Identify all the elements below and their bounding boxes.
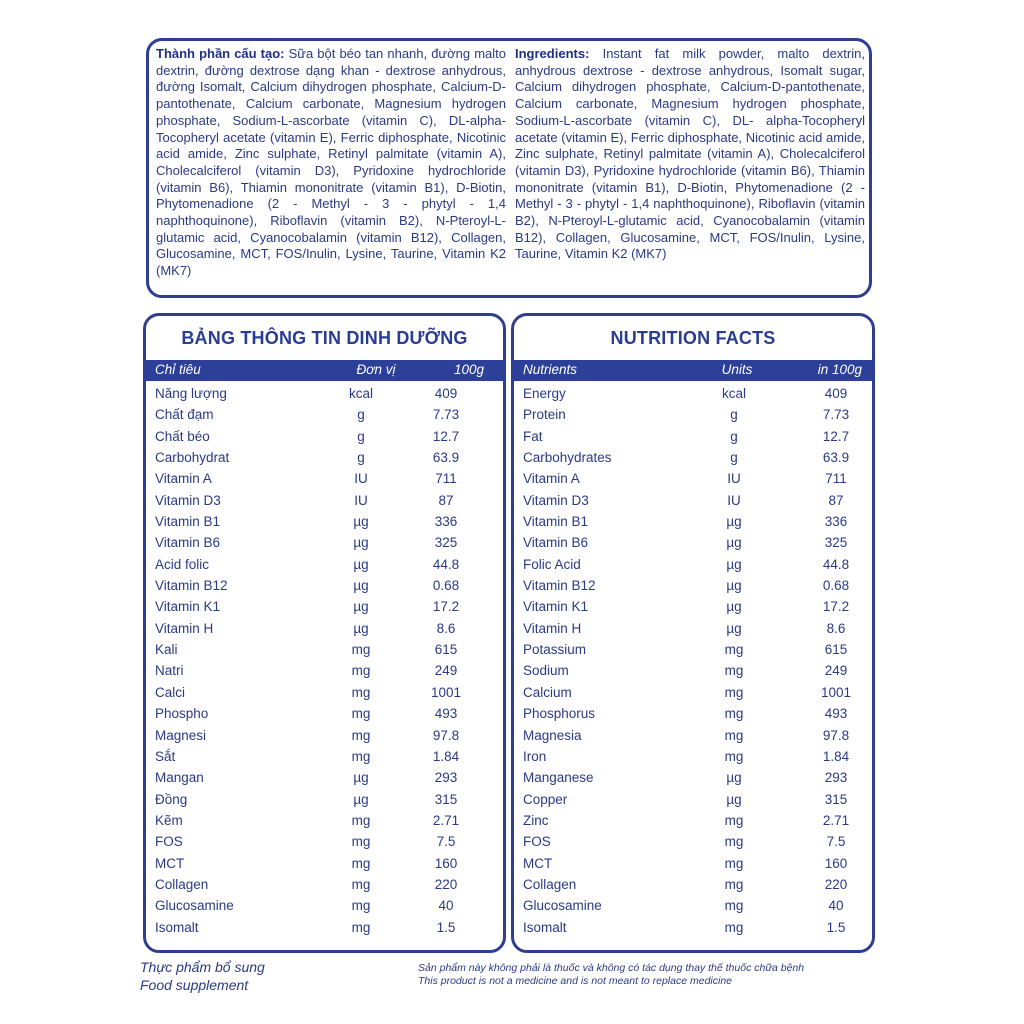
nutrient-unit: µg bbox=[726, 620, 742, 636]
nutrient-unit: mg bbox=[724, 642, 744, 658]
table-row bbox=[146, 768, 503, 789]
nutrient-name: Natri bbox=[155, 663, 184, 679]
table-row bbox=[514, 768, 872, 789]
nutrient-name: Kẽm bbox=[155, 812, 183, 828]
nutrient-name: Kali bbox=[155, 642, 178, 658]
nutrient-name: Isomalt bbox=[523, 919, 567, 935]
nutrient-amount: 249 bbox=[824, 663, 848, 679]
nutrient-name: Glucosamine bbox=[155, 898, 234, 914]
nutrient-amount: 63.9 bbox=[432, 450, 460, 466]
nutrient-name: FOS bbox=[523, 834, 551, 850]
ingredients-panel bbox=[146, 38, 872, 298]
nutrient-unit: µg bbox=[353, 620, 369, 636]
nutrient-name: Protein bbox=[523, 407, 566, 423]
nutrient-unit: mg bbox=[724, 898, 744, 914]
nutrient-name: Vitamin H bbox=[155, 620, 214, 636]
nutrient-amount: 12.7 bbox=[822, 428, 850, 444]
table-row bbox=[514, 790, 872, 811]
nutrient-unit: µg bbox=[353, 514, 369, 530]
ingredients-en-text: Instant fat milk powder, malto dextrin, anhydrous dextrose - dextrose anhydrous, Isomalt sugar, Calcium dihydrogen phosphate, Calcium-D-pantothenate, Calcium carbonate, Magnesium hydrogen phosphate, Sodium-L-ascorbate (vitamin C), DL- alpha-Tocopheryl acetate (vitamin E), Ferric diphosphate, Nicotinic acid amide, Zinc sulphate, Retinyl palmitate (vitamin A), Cholecalciferol (vitamin D3), Pyridoxine hydrochloride (vitamin B6), Thiamin mononitrate (vitamin B1), D-Biotin, Phytomenadione (2 - Methyl - 3 - phytyl - 1,4 naphthoquinone), Riboflavin (vitamin B2), N-Pteroyl-L-glutamic acid, Cyanocobalamin (vitamin B12), Collagen, Glucosamine, MCT, FOS/Inulin, Lysine, Taurine, Vitamin K2 (MK7) bbox=[515, 46, 865, 262]
nutrient-amount: 2.71 bbox=[432, 812, 460, 828]
nutrient-unit: µg bbox=[726, 599, 742, 615]
ingredients-english bbox=[515, 46, 865, 263]
nutrient-name: Sắt bbox=[155, 748, 176, 764]
nutrient-amount: 7.73 bbox=[822, 407, 850, 423]
ingredients-vietnamese bbox=[156, 46, 506, 280]
nutrient-unit: mg bbox=[351, 812, 371, 828]
nutrient-amount: 44.8 bbox=[822, 556, 850, 572]
nutrient-amount: 336 bbox=[824, 514, 848, 530]
nutrient-unit: µg bbox=[726, 791, 742, 807]
nutrient-amount: 2.71 bbox=[822, 812, 850, 828]
table-row bbox=[146, 640, 503, 661]
nutrient-name: Manganese bbox=[523, 770, 594, 786]
nutrient-unit: mg bbox=[351, 684, 371, 700]
table-row bbox=[514, 448, 872, 469]
nutrient-unit: IU bbox=[354, 492, 368, 508]
nutrient-amount: 493 bbox=[434, 706, 458, 722]
nutrient-name: Vitamin D3 bbox=[155, 492, 221, 508]
nutrient-unit: mg bbox=[351, 727, 371, 743]
table-row bbox=[146, 533, 503, 554]
nutrient-unit: mg bbox=[351, 748, 371, 764]
supplement-label bbox=[140, 958, 265, 994]
table-row bbox=[514, 704, 872, 725]
nutrient-amount: 1.5 bbox=[826, 919, 846, 935]
nutrient-unit: g bbox=[357, 428, 365, 444]
nutrient-amount: 1.5 bbox=[436, 919, 456, 935]
nutrient-amount: 493 bbox=[824, 706, 848, 722]
nutrient-unit: g bbox=[730, 407, 738, 423]
table-row bbox=[514, 640, 872, 661]
nutrient-name: Vitamin B12 bbox=[155, 578, 228, 594]
table-row bbox=[514, 512, 872, 533]
nutrient-name: Vitamin A bbox=[523, 471, 580, 487]
table-row bbox=[514, 384, 872, 405]
nutrient-name: Copper bbox=[523, 791, 568, 807]
nutrient-name: Magnesia bbox=[523, 727, 582, 743]
nutrient-amount: 1001 bbox=[430, 684, 462, 700]
nutrient-name: Vitamin B12 bbox=[523, 578, 596, 594]
table-row bbox=[514, 576, 872, 597]
nutrient-amount: 160 bbox=[824, 855, 848, 871]
nutrient-amount: 40 bbox=[828, 898, 844, 914]
nutrient-amount: 7.5 bbox=[826, 834, 846, 850]
table-row bbox=[514, 832, 872, 853]
nutrient-amount: 0.68 bbox=[432, 578, 460, 594]
nutrient-amount: 17.2 bbox=[432, 599, 460, 615]
nutrition-table-english bbox=[511, 313, 875, 953]
table-row bbox=[514, 726, 872, 747]
nutrient-name: Zinc bbox=[523, 812, 549, 828]
table-row bbox=[146, 469, 503, 490]
table-row bbox=[146, 790, 503, 811]
nutrition-en-rows bbox=[514, 384, 872, 939]
nutrient-name: Energy bbox=[523, 386, 566, 401]
nutrient-unit: mg bbox=[351, 663, 371, 679]
nutrient-unit: g bbox=[730, 428, 738, 444]
header-amount: in 100g bbox=[817, 362, 862, 377]
table-row bbox=[146, 704, 503, 725]
nutrient-unit: µg bbox=[726, 578, 742, 594]
nutrient-unit: mg bbox=[351, 919, 371, 935]
nutrient-name: Carbohydrates bbox=[523, 450, 612, 466]
nutrient-amount: 615 bbox=[824, 642, 848, 658]
nutrient-name: Vitamin H bbox=[523, 620, 582, 636]
table-row bbox=[514, 854, 872, 875]
ingredients-vi-text: Sữa bột béo tan nhanh, đường malto dextrin, đường dextrose dạng khan - dextrose anhydrous, đường Isomalt, Calcium dihydrogen phosphate, Calcium-D-pantothenate, Calcium carbonate, Magnesium hydrogen phosphate, Sodium-L-ascorbate (vitamin C), DL-alpha-Tocopheryl acetate (vitamin E), Ferric diphosphate, Nicotinic acid amide, Zinc sulphate, Retinyl palmitate (vitamin A), Cholecalciferol (vitamin D3), Pyridoxine hydrochloride (vitamin B6), Thiamin mononitrate (vitamin B1), D-Biotin, Phytomenadione (2 - Methyl - 3 - phytyl - 1,4 naphthoquinone), Riboflavin (vitamin B2), N-Pteroyl-L-glutamic acid, Cyanocobalamin (vitamin B12), Collagen, Glucosamine, MCT, FOS/Inulin, Lysine, Taurine, Vitamin K2 (MK7) bbox=[156, 46, 506, 279]
nutrient-amount: 293 bbox=[824, 770, 848, 786]
table-row bbox=[514, 469, 872, 490]
nutrient-name: Vitamin B6 bbox=[155, 535, 221, 551]
nutrient-name: Glucosamine bbox=[523, 898, 602, 914]
nutrient-name: Potassium bbox=[523, 642, 587, 658]
nutrient-amount: 409 bbox=[434, 386, 458, 401]
table-row bbox=[514, 747, 872, 768]
table-row bbox=[146, 896, 503, 917]
nutrient-unit: mg bbox=[351, 898, 371, 914]
nutrient-unit: µg bbox=[353, 556, 369, 572]
nutrient-name: Collagen bbox=[523, 876, 577, 892]
table-row bbox=[146, 491, 503, 512]
nutrient-unit: IU bbox=[727, 492, 741, 508]
table-row bbox=[146, 405, 503, 426]
table-row bbox=[146, 448, 503, 469]
nutrient-unit: mg bbox=[351, 876, 371, 892]
nutrient-amount: 315 bbox=[824, 791, 848, 807]
nutrient-amount: 87 bbox=[828, 492, 844, 508]
nutrition-vi-rows bbox=[146, 384, 503, 939]
nutrient-amount: 8.6 bbox=[436, 620, 456, 636]
nutrient-name: MCT bbox=[523, 855, 553, 871]
nutrient-amount: 615 bbox=[434, 642, 458, 658]
nutrient-unit: mg bbox=[351, 706, 371, 722]
table-row bbox=[514, 811, 872, 832]
nutrient-name: Năng lượng bbox=[155, 386, 227, 401]
table-row bbox=[514, 619, 872, 640]
supplement-en: Food supplement bbox=[140, 977, 249, 993]
table-row bbox=[514, 405, 872, 426]
nutrient-unit: µg bbox=[726, 535, 742, 551]
nutrient-unit: mg bbox=[724, 876, 744, 892]
nutrient-amount: 1001 bbox=[820, 684, 852, 700]
table-row bbox=[514, 533, 872, 554]
table-row bbox=[146, 384, 503, 405]
nutrient-unit: g bbox=[730, 450, 738, 466]
nutrient-amount: 325 bbox=[824, 535, 848, 551]
table-row bbox=[146, 832, 503, 853]
header-unit: Units bbox=[721, 362, 753, 377]
nutrient-unit: µg bbox=[353, 770, 369, 786]
nutrient-name: Vitamin K1 bbox=[523, 599, 589, 615]
table-row bbox=[514, 661, 872, 682]
nutrient-amount: 12.7 bbox=[432, 428, 460, 444]
nutrient-unit: mg bbox=[724, 663, 744, 679]
nutrient-unit: mg bbox=[724, 748, 744, 764]
table-row bbox=[514, 597, 872, 618]
nutrient-name: Chất đạm bbox=[155, 407, 214, 423]
nutrient-unit: mg bbox=[724, 684, 744, 700]
nutrient-unit: mg bbox=[724, 919, 744, 935]
nutrient-name: Vitamin A bbox=[155, 471, 212, 487]
nutrient-unit: µg bbox=[726, 514, 742, 530]
table-row bbox=[514, 427, 872, 448]
nutrient-name: Iron bbox=[523, 748, 547, 764]
nutrient-unit: µg bbox=[353, 535, 369, 551]
nutrient-amount: 0.68 bbox=[822, 578, 850, 594]
table-row bbox=[146, 875, 503, 896]
table-row bbox=[514, 918, 872, 939]
disclaimer-vi: Sản phẩm này không phải là thuốc và không có tác dụng thay thế thuốc chữa bệnh bbox=[418, 962, 805, 974]
header-unit: Đơn vị bbox=[356, 362, 396, 377]
table-row bbox=[146, 427, 503, 448]
nutrient-name: Fat bbox=[523, 428, 543, 444]
nutrient-amount: 44.8 bbox=[432, 556, 460, 572]
nutrient-amount: 63.9 bbox=[822, 450, 850, 466]
supplement-vi: Thực phẩm bổ sung bbox=[140, 959, 265, 975]
nutrient-name: Magnesi bbox=[155, 727, 207, 743]
header-nutrient: Nutrients bbox=[523, 362, 578, 377]
nutrient-unit: mg bbox=[351, 855, 371, 871]
nutrient-amount: 97.8 bbox=[822, 727, 850, 743]
table-row bbox=[146, 661, 503, 682]
nutrient-name: Calcium bbox=[523, 684, 572, 700]
nutrient-amount: 220 bbox=[434, 876, 458, 892]
nutrient-unit: µg bbox=[353, 578, 369, 594]
nutrient-amount: 325 bbox=[434, 535, 458, 551]
nutrient-amount: 336 bbox=[434, 514, 458, 530]
nutrient-unit: g bbox=[357, 450, 365, 466]
nutrient-amount: 8.6 bbox=[826, 620, 846, 636]
header-nutrient: Chỉ tiêu bbox=[155, 362, 201, 377]
table-row bbox=[146, 747, 503, 768]
nutrition-en-title: NUTRITION FACTS bbox=[610, 328, 776, 348]
ingredients-en-label: Ingredients: bbox=[515, 46, 590, 61]
nutrient-unit: IU bbox=[727, 471, 741, 487]
nutrient-name: Vitamin K1 bbox=[155, 599, 221, 615]
nutrient-unit: µg bbox=[353, 599, 369, 615]
nutrient-name: Calci bbox=[155, 684, 186, 700]
table-row bbox=[146, 555, 503, 576]
nutrient-name: MCT bbox=[155, 855, 185, 871]
table-row bbox=[146, 597, 503, 618]
table-row bbox=[146, 918, 503, 939]
table-row bbox=[146, 811, 503, 832]
nutrient-name: Vitamin B1 bbox=[155, 514, 221, 530]
table-row bbox=[146, 576, 503, 597]
nutrition-en-header bbox=[514, 360, 872, 381]
nutrient-amount: 7.73 bbox=[432, 407, 460, 423]
table-row bbox=[146, 512, 503, 533]
table-row bbox=[514, 896, 872, 917]
nutrient-amount: 97.8 bbox=[432, 727, 460, 743]
nutrient-amount: 1.84 bbox=[822, 748, 850, 764]
nutrient-name: Carbohydrat bbox=[155, 450, 230, 466]
nutrient-unit: mg bbox=[351, 642, 371, 658]
nutrient-name: Collagen bbox=[155, 876, 209, 892]
table-row bbox=[146, 619, 503, 640]
nutrient-name: Đồng bbox=[155, 791, 188, 807]
table-row bbox=[146, 854, 503, 875]
nutrient-unit: IU bbox=[354, 471, 368, 487]
nutrition-vi-header bbox=[146, 360, 503, 381]
table-row bbox=[146, 726, 503, 747]
nutrient-amount: 220 bbox=[824, 876, 848, 892]
nutrient-amount: 249 bbox=[434, 663, 458, 679]
table-row bbox=[146, 683, 503, 704]
nutrient-unit: kcal bbox=[721, 386, 746, 401]
nutrient-unit: µg bbox=[726, 770, 742, 786]
table-row bbox=[514, 875, 872, 896]
table-row bbox=[514, 683, 872, 704]
nutrient-unit: mg bbox=[724, 727, 744, 743]
nutrient-amount: 40 bbox=[438, 898, 454, 914]
nutrient-unit: mg bbox=[351, 834, 371, 850]
nutrient-unit: mg bbox=[724, 855, 744, 871]
nutrient-amount: 17.2 bbox=[822, 599, 850, 615]
nutrient-unit: kcal bbox=[348, 386, 373, 401]
nutrient-name: Vitamin D3 bbox=[523, 492, 589, 508]
nutrient-name: Mangan bbox=[155, 770, 204, 786]
disclaimer bbox=[418, 962, 804, 988]
nutrient-amount: 7.5 bbox=[436, 834, 456, 850]
nutrient-unit: mg bbox=[724, 834, 744, 850]
nutrient-name: Chất béo bbox=[155, 428, 210, 444]
nutrient-amount: 711 bbox=[825, 471, 847, 487]
nutrient-unit: mg bbox=[724, 812, 744, 828]
table-row bbox=[514, 491, 872, 512]
table-row bbox=[514, 555, 872, 576]
nutrient-unit: µg bbox=[353, 791, 369, 807]
header-amount: 100g bbox=[453, 362, 484, 377]
nutrient-amount: 293 bbox=[434, 770, 458, 786]
nutrient-amount: 711 bbox=[435, 471, 457, 487]
nutrient-name: Vitamin B1 bbox=[523, 514, 589, 530]
nutrient-name: FOS bbox=[155, 834, 183, 850]
nutrition-table-vietnamese bbox=[143, 313, 506, 953]
ingredients-vi-label: Thành phần cấu tạo: bbox=[156, 46, 285, 61]
nutrient-amount: 315 bbox=[434, 791, 458, 807]
nutrition-vi-title: BẢNG THÔNG TIN DINH DƯỠNG bbox=[181, 328, 468, 348]
nutrient-name: Isomalt bbox=[155, 919, 199, 935]
disclaimer-en: This product is not a medicine and is not meant to replace medicine bbox=[418, 975, 733, 987]
nutrient-unit: mg bbox=[724, 706, 744, 722]
nutrient-name: Vitamin B6 bbox=[523, 535, 589, 551]
nutrient-amount: 160 bbox=[434, 855, 458, 871]
nutrient-unit: g bbox=[357, 407, 365, 423]
nutrient-name: Acid folic bbox=[155, 556, 210, 572]
nutrient-amount: 1.84 bbox=[432, 748, 460, 764]
nutrient-unit: µg bbox=[726, 556, 742, 572]
nutrient-name: Phosphorus bbox=[523, 706, 596, 722]
nutrient-name: Folic Acid bbox=[523, 556, 581, 572]
nutrient-name: Sodium bbox=[523, 663, 569, 679]
nutrient-amount: 87 bbox=[438, 492, 454, 508]
nutrient-name: Phospho bbox=[155, 706, 209, 722]
nutrient-amount: 409 bbox=[824, 386, 848, 401]
